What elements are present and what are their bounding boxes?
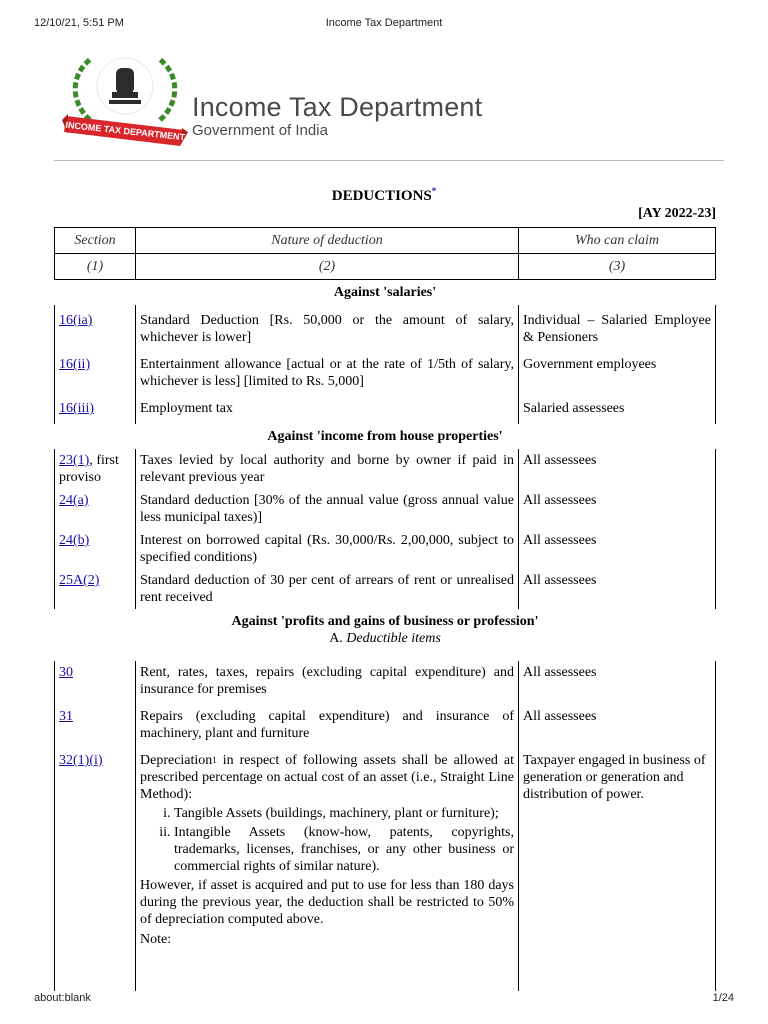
document-title: DEDUCTIONS* [331, 186, 437, 204]
assessment-year: [AY 2022-23] [638, 206, 716, 221]
nature-cell: Taxes levied by local authority and borne by owner if paid in relevant previous year [136, 449, 519, 489]
table-number-row [55, 254, 716, 280]
table-row [55, 529, 716, 569]
table-row [55, 749, 716, 991]
who-cell: All assessees [519, 489, 716, 529]
nature-cell: Standard deduction of 30 per cent of arrears of rent or unrealised rent received [136, 569, 519, 609]
who-cell: Taxpayer engaged in business of generation or generation and distribution of power. [519, 749, 716, 991]
table-header-row [55, 228, 716, 254]
section-link-16ii[interactable]: 16(ii) [59, 357, 91, 372]
asset-list [140, 805, 514, 875]
who-cell: Individual – Salaried Employee & Pensioners [519, 305, 716, 353]
list-item: i. Tangible Assets (buildings, machinery, plant or furniture); [174, 805, 514, 822]
section-link-23-1[interactable]: 23(1) [59, 453, 90, 468]
table-row [55, 569, 716, 609]
subsection-heading-row [55, 630, 716, 661]
section-house: Against 'income from house properties' [267, 429, 503, 444]
nature-cell: Entertainment allowance [actual or at the rate of 1/5th of salary, whichever is less] [limited to Rs. 5,000] [136, 353, 519, 393]
nature-cell: Standard Deduction [Rs. 50,000 or the amount of salary, whichever is lower] [136, 305, 519, 353]
brand-block [192, 92, 482, 139]
who-cell: Government employees [519, 353, 716, 393]
deductions-table [54, 227, 716, 991]
nature-cell: Repairs (excluding capital expenditure) and insurance of machinery, plant and furniture [136, 701, 519, 749]
print-url: about:blank [34, 992, 91, 1004]
section-link-24b[interactable]: 24(b) [59, 533, 90, 548]
who-cell: All assessees [519, 529, 716, 569]
print-page-title: Income Tax Department [325, 17, 443, 29]
header-section: Section [55, 228, 136, 254]
col-num-1: (1) [55, 254, 136, 280]
section-heading-row [55, 609, 716, 630]
table-row [55, 305, 716, 353]
section-heading-row [55, 424, 716, 449]
title-footnote-link[interactable]: * [431, 186, 437, 196]
print-page-number: 1/24 [712, 992, 734, 1004]
brand-subtitle: Government of India [192, 122, 328, 139]
brand-title: Income Tax Department [192, 92, 483, 122]
who-cell: All assessees [519, 449, 716, 489]
section-link-16ia[interactable]: 16(ia) [59, 313, 93, 328]
table-row [55, 701, 716, 749]
table-row [55, 489, 716, 529]
depreciation-note-para: However, if asset is acquired and put to use for less than 180 days during the previous year, the deduction shall be restricted to 50% of depreciation computed above. [140, 878, 514, 927]
table-row [55, 661, 716, 701]
col-num-2: (2) [136, 254, 519, 280]
print-datetime: 12/10/21, 5:51 PM [34, 17, 124, 29]
header-nature: Nature of deduction [136, 228, 519, 254]
nature-cell: Depreciation$^1$ in respect of following assets shall be allowed at prescribed percentage on actual cost of an asset (i.e., Straight Line Method): i. Tangible Assets (buildings, machinery, plant or furniture); ii. Intangible Assets (know-how, patents, copyrights, trademarks, licenses, franchises, or any other business or commercial rights of similar nature). However, if asset is acquired and put to use for less than 180 days during the previous year, the deduction shall be restricted to 50% of depreciation computed above. Note: [136, 749, 519, 991]
nature-cell: Interest on borrowed capital (Rs. 30,000/Rs. 2,00,000, subject to specified conditions) [136, 529, 519, 569]
table-row [55, 449, 716, 489]
section-business: Against 'profits and gains of business or profession' [231, 614, 539, 629]
nature-cell: Standard deduction [30% of the annual value (gross annual value less municipal taxes)] [136, 489, 519, 529]
table-row [55, 353, 716, 393]
nature-cell: Rent, rates, taxes, repairs (excluding capital expenditure) and insurance for premises [136, 661, 519, 701]
note-label: Note: [140, 932, 172, 947]
who-cell: Salaried assessees [519, 393, 716, 424]
who-cell: All assessees [519, 569, 716, 609]
header-who: Who can claim [519, 228, 716, 254]
section-link-30[interactable]: 30 [59, 665, 73, 680]
section-link-31[interactable]: 31 [59, 709, 73, 724]
footnote-ref: 1 [212, 755, 217, 765]
who-cell: All assessees [519, 701, 716, 749]
section-salaries: Against 'salaries' [333, 285, 437, 300]
section-link-32-1-i[interactable]: 32(1)(i) [59, 753, 103, 768]
col-num-3: (3) [519, 254, 716, 280]
section-heading-row [55, 280, 716, 306]
header-divider [54, 160, 724, 161]
emblem-logo [62, 50, 188, 150]
subsection-deductible: A. Deductible items [329, 631, 441, 646]
section-extra: , first proviso [59, 453, 119, 485]
who-cell: All assessees [519, 661, 716, 701]
section-link-16iii[interactable]: 16(iii) [59, 401, 94, 416]
section-link-24a[interactable]: 24(a) [59, 493, 89, 508]
table-row [55, 393, 716, 424]
list-item: ii. Intangible Assets (know-how, patents, copyrights, trademarks, licenses, franchises, or any other business or commercial rights of similar nature). [174, 824, 514, 875]
section-link-25a2[interactable]: 25A(2) [59, 573, 100, 588]
logo-ribbon-text: INCOME TAX DEPARTMENT [65, 119, 186, 143]
nature-cell: Employment tax [136, 393, 519, 424]
